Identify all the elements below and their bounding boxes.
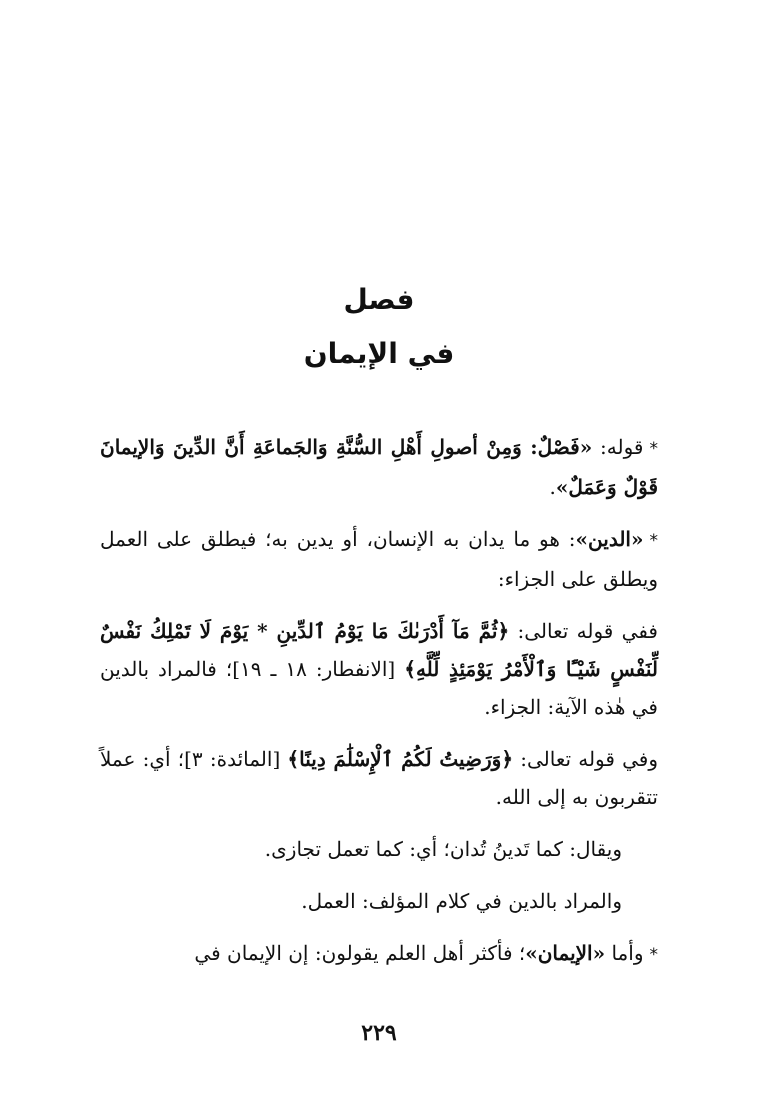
paragraph-tail: ؛ أي: عملاً تتقربون به إلى الله. — [100, 747, 658, 809]
paragraph-tail: ؛ فالمراد بالدين في هٰذه الآية: الجزاء. — [100, 657, 658, 719]
paragraph-author-meaning: والمراد بالدين في كلام المؤلف: العمل. — [301, 889, 622, 913]
paragraph-saying: ويقال: كما تَدينُ تُدان؛ أي: كما تعمل تجازى. — [264, 837, 622, 861]
paragraph-text: ؛ فأكثر أهل العلم يقولون: إن الإيمان في — [194, 941, 526, 965]
body-text — [100, 428, 658, 988]
paragraph-infitar-verse — [100, 612, 658, 726]
chapter-subtitle: في الإيمان — [303, 337, 455, 370]
paragraph-quote-intro — [100, 428, 658, 506]
paragraph-lead: وفي قوله تعالى: — [513, 747, 659, 771]
paragraph-maidah-verse — [100, 740, 658, 816]
paragraph-lead: ففي قوله تعالى: — [509, 619, 658, 643]
quran-verse: ﴿وَرَضِيتُ لَكُمُ ٱلْإِسْلَٰمَ دِينًا﴾ — [287, 747, 514, 771]
quran-verse: ﴿ثُمَّ مَآ أَدْرَىٰكَ مَا يَوْمُ ٱلدِّينِ * يَوْمَ لَا تَمْلِكُ نَفْسٌ لِّنَفْسٍ شَيْـًٔا وَٱلْأَمْرُ يَوْمَئِذٍ لِّلَّهِ﴾ — [100, 619, 658, 681]
paragraph-text: : هو ما يدان به الإنسان، أو يدين به؛ فيطلق على العمل ويطلق على الجزاء: — [100, 527, 658, 591]
paragraph-lead: قوله: — [592, 435, 644, 459]
paragraph-lead: وأما — [605, 941, 644, 965]
asterisk-icon: * — [649, 945, 658, 965]
term-iman: «الإيمان» — [525, 941, 606, 965]
verse-reference: [المائدة: ٣] — [184, 747, 288, 771]
paragraph-end: . — [549, 475, 556, 499]
asterisk-icon: * — [649, 439, 658, 459]
paragraph-din-definition — [100, 520, 658, 598]
page-number: ٢٢٩ — [361, 1020, 397, 1046]
author-quote: «فَصْلٌ: وَمِنْ أصولِ أَهْلِ السُّنَّةِ وَالجَماعَةِ أَنَّ الدِّينَ وَالإيمانَ قَوْلٌ وَعَمَلٌ» — [100, 435, 658, 499]
asterisk-icon: * — [649, 531, 658, 551]
term-din: «الدين» — [575, 527, 644, 551]
paragraph-iman — [100, 934, 658, 974]
chapter-title: فصل — [343, 283, 415, 316]
verse-reference: [الانفطار: ١٨ ـ ١٩] — [232, 657, 405, 681]
